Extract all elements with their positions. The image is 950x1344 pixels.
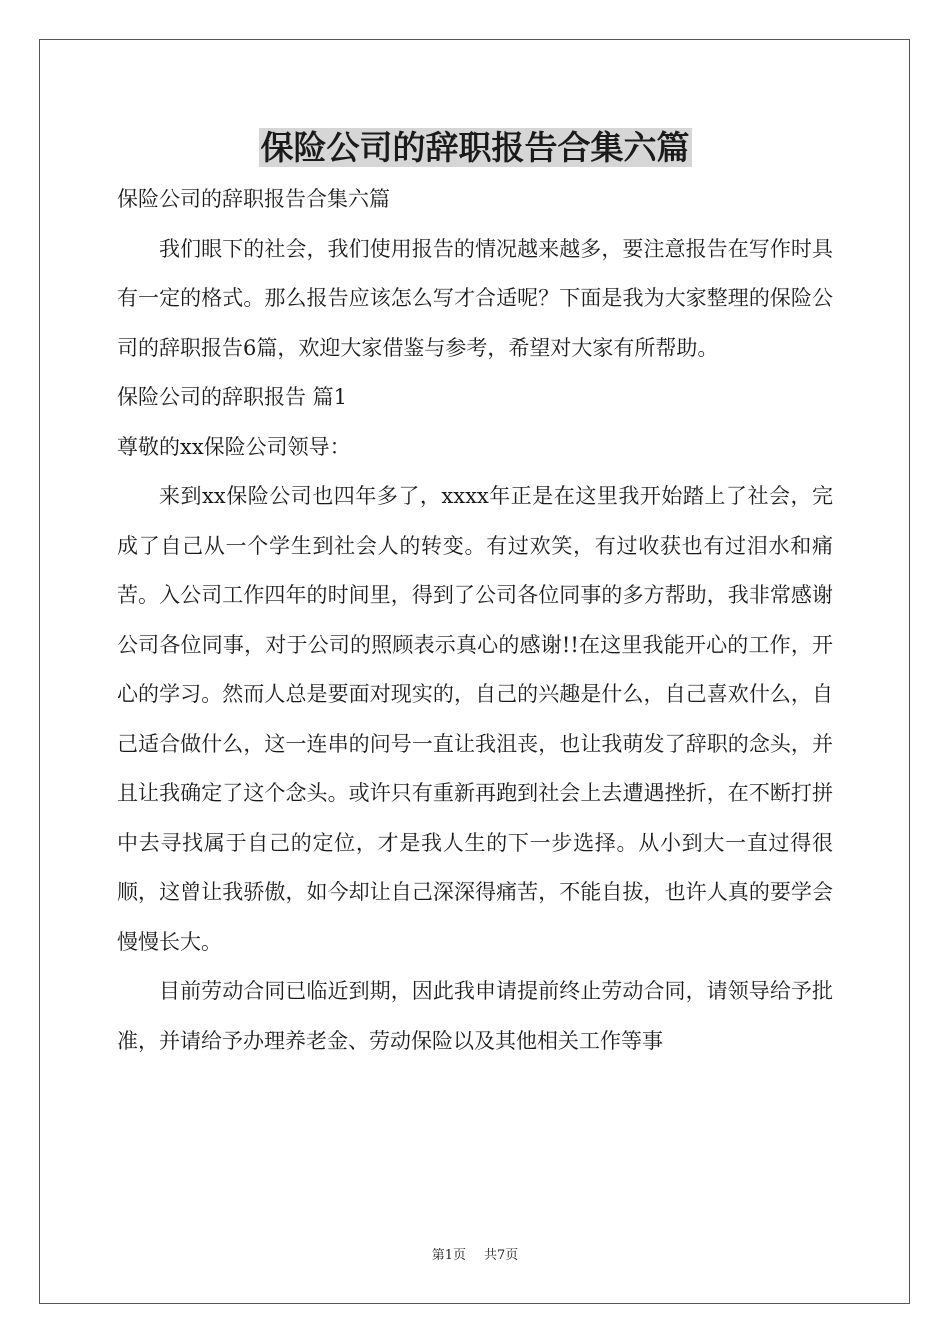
page-total: 共7页 — [484, 1248, 519, 1263]
document-title — [0, 124, 950, 172]
paragraph-subtitle: 保险公司的辞职报告合集六篇 — [117, 187, 390, 211]
document-body — [117, 175, 833, 1066]
paragraph-body-2: 目前劳动合同已临近到期，因此我申请提前终止劳动合同，请领导给予批准，并请给予办理养老金、劳动保险以及其他相关工作等事 — [117, 979, 833, 1053]
paragraph-intro: 我们眼下的社会，我们使用报告的情况越来越多，要注意报告在写作时具有一定的格式。那么报告应该怎么写才合适呢？下面是我为大家整理的保险公司的辞职报告6篇，欢迎大家借鉴与参考，希望对大家有所帮助。 — [117, 236, 833, 360]
page-number: 第1页 — [431, 1248, 466, 1263]
section-heading: 保险公司的辞职报告 篇1 — [117, 385, 348, 409]
paragraph-body-1: 来到xx保险公司也四年多了，xxxx年正是在这里我开始踏上了社会，完成了自己从一个学生到社会人的转变。有过欢笑，有过收获也有过泪水和痛苦。入公司工作四年的时间里，得到了公司各位同事的多方帮助，我非常感谢公司各位同事，对于公司的照顾表示真心的感谢!!在这里我能开心的工作，开心的学习。然而人总是要面对现实的，自己的兴趣是什么，自己喜欢什么，自己适合做什么，这一连串的问号一直让我沮丧，也让我萌发了辞职的念头，并且让我确定了这个念头。或许只有重新再跑到社会上去遭遇挫折，在不断打拼中去寻找属于自己的定位，才是我人生的下一步选择。从小到大一直过得很顺，这曾让我骄傲，如今却让自己深深得痛苦，不能自拔，也许人真的要学会慢慢长大。 — [117, 484, 833, 954]
page-footer — [0, 1247, 950, 1265]
salutation: 尊敬的xx保险公司领导： — [117, 434, 351, 459]
document-title-text: 保险公司的辞职报告合集六篇 — [260, 128, 690, 167]
